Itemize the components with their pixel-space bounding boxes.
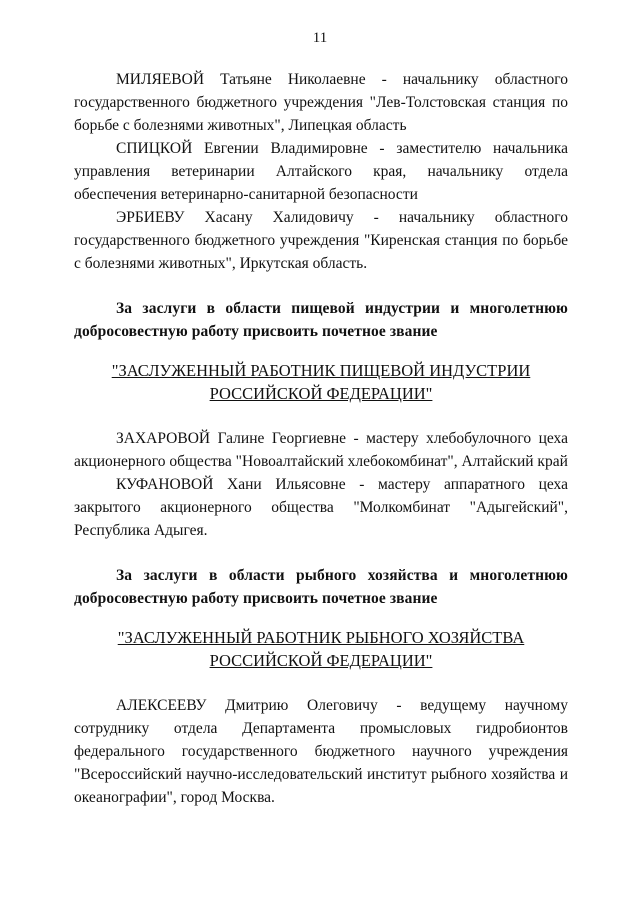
honorary-title-fisheries-line2: РОССИЙСКОЙ ФЕДЕРАЦИИ" bbox=[209, 651, 433, 670]
award-entry-zakharova: ЗАХАРОВОЙ Галине Георгиевне - мастеру хлебобулочного цеха акционерного общества "Новоалтайский хлебокомбинат", Алтайский край bbox=[74, 430, 568, 470]
award-entry-kufanova: КУФАНОВОЙ Хани Ильясовне - мастеру аппаратного цеха закрытого акционерного общества "Молкомбинат "Адыгейский", Республика Адыгея. bbox=[74, 476, 568, 539]
honorary-title-food-industry-line2: РОССИЙСКОЙ ФЕДЕРАЦИИ" bbox=[209, 384, 433, 403]
award-entry-alekseev: АЛЕКСЕЕВУ Дмитрию Олеговичу - ведущему научному сотруднику отдела Департамента промысловых гидробионтов федерального государственного бюджетного научного учреждения "Всероссийский научно-исследовательский институт рыбного хозяйства и океанографии", город Москва. bbox=[74, 697, 568, 806]
award-entry-milyaeva: МИЛЯЕВОЙ Татьяне Николаевне - начальнику областного государственного бюджетного учреждения "Лев-Толстовская станция по борьбе с болезнями животных", Липецкая область bbox=[74, 71, 568, 134]
award-entry-spitskaya: СПИЦКОЙ Евгении Владимировне - заместителю начальника управления ветеринарии Алтайского края, начальнику отдела обеспечения ветеринарно-санитарной безопасности bbox=[74, 140, 568, 203]
section-heading-fisheries: За заслуги в области рыбного хозяйства и многолетнюю добросовестную работу присвоить почетное звание bbox=[74, 567, 568, 607]
document-body bbox=[74, 68, 568, 809]
honorary-title-food-industry-line1: "ЗАСЛУЖЕННЫЙ РАБОТНИК ПИЩЕВОЙ ИНДУСТРИИ bbox=[111, 361, 531, 380]
award-entry-erbiev: ЭРБИЕВУ Хасану Халидовичу - начальнику областного государственного бюджетного учреждения "Киренская станция по борьбе с болезнями животных", Иркутская область. bbox=[74, 209, 568, 272]
page-number: 11 bbox=[312, 30, 328, 46]
section-heading-food-industry: За заслуги в области пищевой индустрии и многолетнюю добросовестную работу присвоить почетное звание bbox=[74, 300, 568, 340]
honorary-title-fisheries-line1: "ЗАСЛУЖЕННЫЙ РАБОТНИК РЫБНОГО ХОЗЯЙСТВА bbox=[117, 628, 525, 647]
